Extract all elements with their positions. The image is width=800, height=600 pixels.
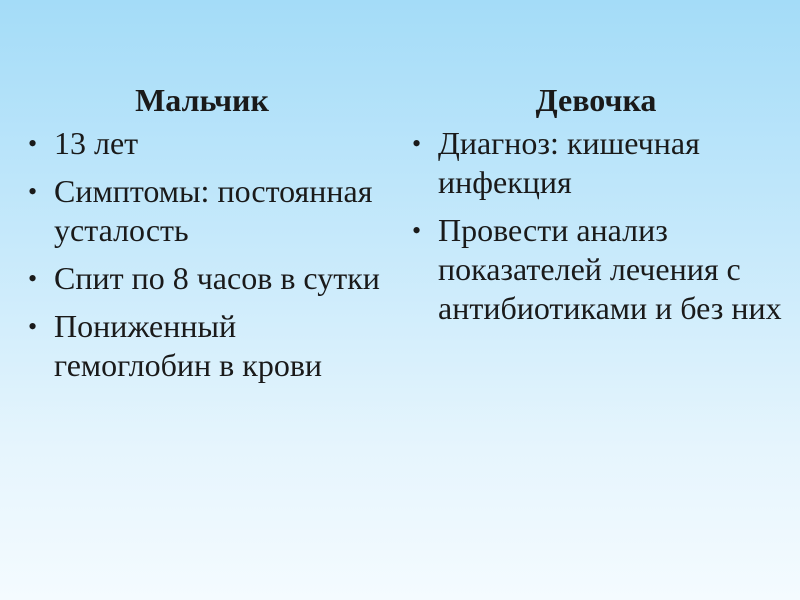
list-item — [26, 124, 398, 163]
bullet-icon: • — [28, 177, 38, 206]
bullet-icon: • — [412, 129, 422, 158]
list-item-text: Симптомы: постоянная усталость — [54, 173, 373, 248]
list-item — [26, 307, 398, 385]
bullet-icon: • — [28, 264, 38, 293]
boy-bullet-list — [26, 124, 398, 385]
girl-bullet-list — [410, 124, 782, 328]
boy-column — [26, 80, 398, 394]
list-item-text: Спит по 8 часов в сутки — [54, 260, 380, 296]
girl-column — [410, 80, 782, 337]
list-item-text: Пониженный гемоглобин в крови — [54, 308, 323, 383]
list-item-text: 13 лет — [54, 125, 139, 161]
list-item-text: Диагноз: кишечная инфекция — [438, 125, 700, 200]
girl-heading: Девочка — [535, 82, 657, 118]
boy-heading: Мальчик — [135, 82, 269, 118]
bullet-icon: • — [412, 216, 422, 245]
bullet-icon: • — [28, 312, 38, 341]
list-item — [410, 124, 782, 202]
list-item — [26, 259, 398, 298]
list-item — [410, 211, 782, 328]
bullet-icon: • — [28, 129, 38, 158]
list-item-text: Провести анализ показателей лечения с антибиотиками и без них — [438, 212, 782, 326]
list-item — [26, 172, 398, 250]
